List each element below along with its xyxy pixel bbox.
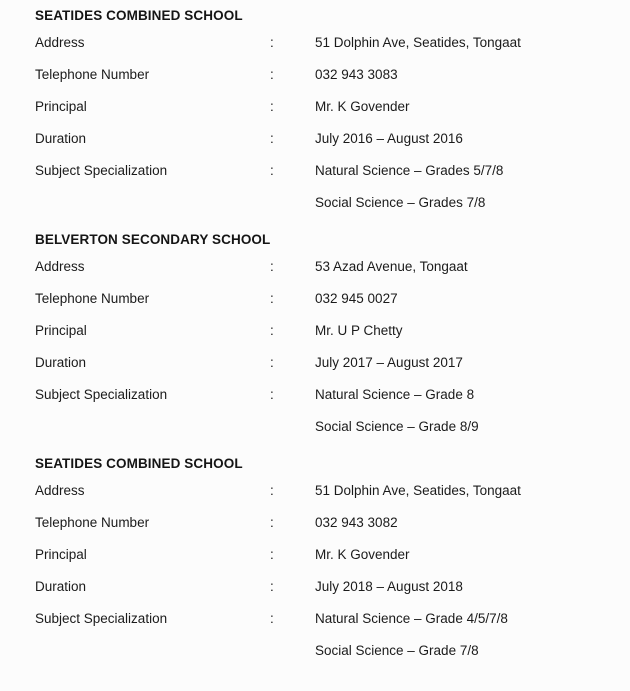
school-heading: SEATIDES COMBINED SCHOOL	[35, 456, 243, 471]
field-row-subject-specialization	[35, 602, 610, 634]
field-row-subject-specialization-cont	[35, 410, 610, 442]
field-value: July 2018 – August 2018	[315, 578, 463, 594]
field-label: Duration	[35, 354, 87, 370]
school-section	[35, 6, 610, 218]
field-separator: :	[270, 610, 274, 626]
field-value: Natural Science – Grade 4/5/7/8	[315, 610, 508, 626]
field-separator: :	[270, 98, 274, 114]
field-value: Social Science – Grade 8/9	[315, 418, 479, 434]
field-row-subject-specialization-cont	[35, 186, 610, 218]
field-row-principal	[35, 314, 610, 346]
school-section	[35, 454, 610, 666]
school-section	[35, 230, 610, 442]
field-separator: :	[270, 482, 274, 498]
field-row-duration	[35, 570, 610, 602]
field-label: Address	[35, 482, 85, 498]
field-label: Duration	[35, 130, 87, 146]
field-label: Telephone Number	[35, 514, 150, 530]
field-label: Address	[35, 258, 85, 274]
field-value: Mr. U P Chetty	[315, 322, 403, 338]
field-value: Natural Science – Grades 5/7/8	[315, 162, 504, 178]
field-value: Social Science – Grades 7/8	[315, 194, 486, 210]
field-row-principal	[35, 90, 610, 122]
field-value: 032 943 3083	[315, 66, 398, 82]
field-separator: :	[270, 130, 274, 146]
field-separator: :	[270, 66, 274, 82]
field-label: Telephone Number	[35, 66, 150, 82]
field-row-telephone	[35, 58, 610, 90]
field-row-principal	[35, 538, 610, 570]
field-label: Duration	[35, 578, 87, 594]
field-value: 032 943 3082	[315, 514, 398, 530]
field-value: 032 945 0027	[315, 290, 398, 306]
field-row-telephone	[35, 282, 610, 314]
field-row-address	[35, 474, 610, 506]
field-separator: :	[270, 290, 274, 306]
field-value: Social Science – Grade 7/8	[315, 642, 479, 658]
field-separator: :	[270, 354, 274, 370]
field-row-duration	[35, 346, 610, 378]
field-value: July 2017 – August 2017	[315, 354, 463, 370]
field-label: Subject Specialization	[35, 162, 168, 178]
field-separator: :	[270, 546, 274, 562]
field-row-duration	[35, 122, 610, 154]
field-row-subject-specialization	[35, 378, 610, 410]
field-row-address	[35, 26, 610, 58]
field-value: 51 Dolphin Ave, Seatides, Tongaat	[315, 34, 521, 50]
school-heading: BELVERTON SECONDARY SCHOOL	[35, 232, 271, 247]
field-label: Telephone Number	[35, 290, 150, 306]
field-row-address	[35, 250, 610, 282]
field-row-subject-specialization	[35, 154, 610, 186]
field-separator: :	[270, 34, 274, 50]
field-label: Principal	[35, 98, 87, 114]
field-separator: :	[270, 162, 274, 178]
field-separator: :	[270, 578, 274, 594]
field-label: Principal	[35, 322, 87, 338]
field-value: Natural Science – Grade 8	[315, 386, 475, 402]
field-separator: :	[270, 386, 274, 402]
field-value: Mr. K Govender	[315, 98, 410, 114]
field-separator: :	[270, 322, 274, 338]
field-value: 53 Azad Avenue, Tongaat	[315, 258, 468, 274]
field-label: Principal	[35, 546, 87, 562]
field-separator: :	[270, 258, 274, 274]
field-row-telephone	[35, 506, 610, 538]
school-heading: SEATIDES COMBINED SCHOOL	[35, 8, 243, 23]
field-label: Subject Specialization	[35, 386, 168, 402]
field-value: July 2016 – August 2016	[315, 130, 463, 146]
field-label: Address	[35, 34, 85, 50]
field-row-subject-specialization-cont	[35, 634, 610, 666]
field-separator: :	[270, 514, 274, 530]
field-value: Mr. K Govender	[315, 546, 410, 562]
field-label: Subject Specialization	[35, 610, 168, 626]
field-value: 51 Dolphin Ave, Seatides, Tongaat	[315, 482, 521, 498]
